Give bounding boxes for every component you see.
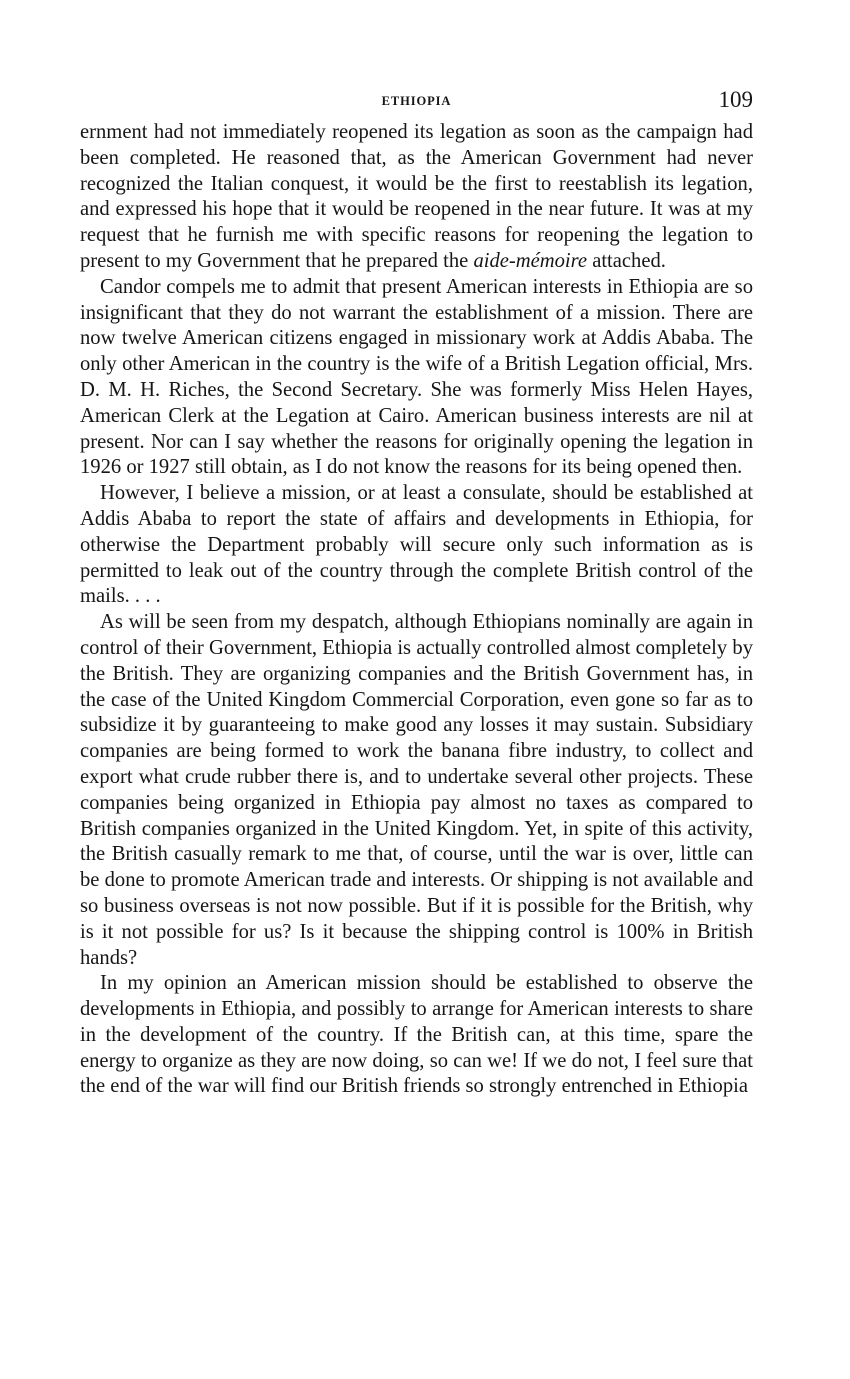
paragraph-text: ernment had not immediately reopened its legation as soon as the campaign had been completed. He reasoned that, as the American Government had never recognized the Italian conquest, it would be the first to reestablish its legation, and expressed his hope that it would be reopened in the near future. It was at my request that he furnish me with specific reasons for reopening the legation to present to my Government that he prepared the bbox=[80, 121, 753, 272]
body-text bbox=[80, 120, 753, 1100]
paragraph: However, I believe a mission, or at least a consulate, should be established at Addis Ababa to report the state of affairs and developments in Ethiopia, for otherwise the Department probably will secure only such information as is permitted to leak out of the country through the complete British control of the mails. . . . bbox=[80, 482, 753, 608]
document-page bbox=[80, 86, 753, 1100]
running-head bbox=[80, 86, 753, 120]
paragraph: Candor compels me to admit that present American interests in Ethiopia are so insignificant that they do not warrant the establishment of a mission. There are now twelve American citizens engaged in missionary work at Addis Ababa. The only other American in the country is the wife of a British Legation official, Mrs. D. M. H. Riches, the Second Secretary. She was formerly Miss Helen Hayes, American Clerk at the Legation at Cairo. American business interests are nil at present. Nor can I say whether the reasons for originally opening the legation in 1926 or 1927 still obtain, as I do not know the reasons for its being opened then. bbox=[80, 275, 753, 479]
page-number: 109 bbox=[718, 87, 753, 112]
running-title: ETHIOPIA bbox=[381, 94, 452, 108]
paragraph: As will be seen from my despatch, although Ethiopians nominally are again in control of their Government, Ethiopia is actually controlled almost completely by the British. They are organizing companies and the British Government has, in the case of the United Kingdom Commercial Corporation, even gone so far as to subsidize it by guaranteeing to make good any losses it may sustain. Subsidiary companies are being formed to work the banana fibre industry, to collect and export what crude rubber there is, and to undertake several other projects. These companies being organized in Ethiopia pay almost no taxes as compared to British companies organized in the United Kingdom. Yet, in spite of this activity, the British casually remark to me that, of course, until the war is over, little can be done to promote American trade and interests. Or shipping is not available and so business overseas is not now possible. But if it is possible for the British, why is it not possible for us? Is it because the shipping control is 100% in British hands? bbox=[80, 611, 753, 969]
paragraph-text: attached. bbox=[587, 249, 666, 272]
emphasis-text: aide-mémoire bbox=[473, 249, 588, 272]
paragraph-continued bbox=[80, 120, 753, 275]
paragraph: In my opinion an American mission should be established to observe the developments in Ethiopia, and possibly to arrange for American interests to share in the development of the country. If the British can, at this time, spare the energy to organize as they are now doing, so can we! If we do not, I feel sure that the end of the war will find our British friends so strongly entrenched in Ethiopia bbox=[80, 972, 753, 1098]
